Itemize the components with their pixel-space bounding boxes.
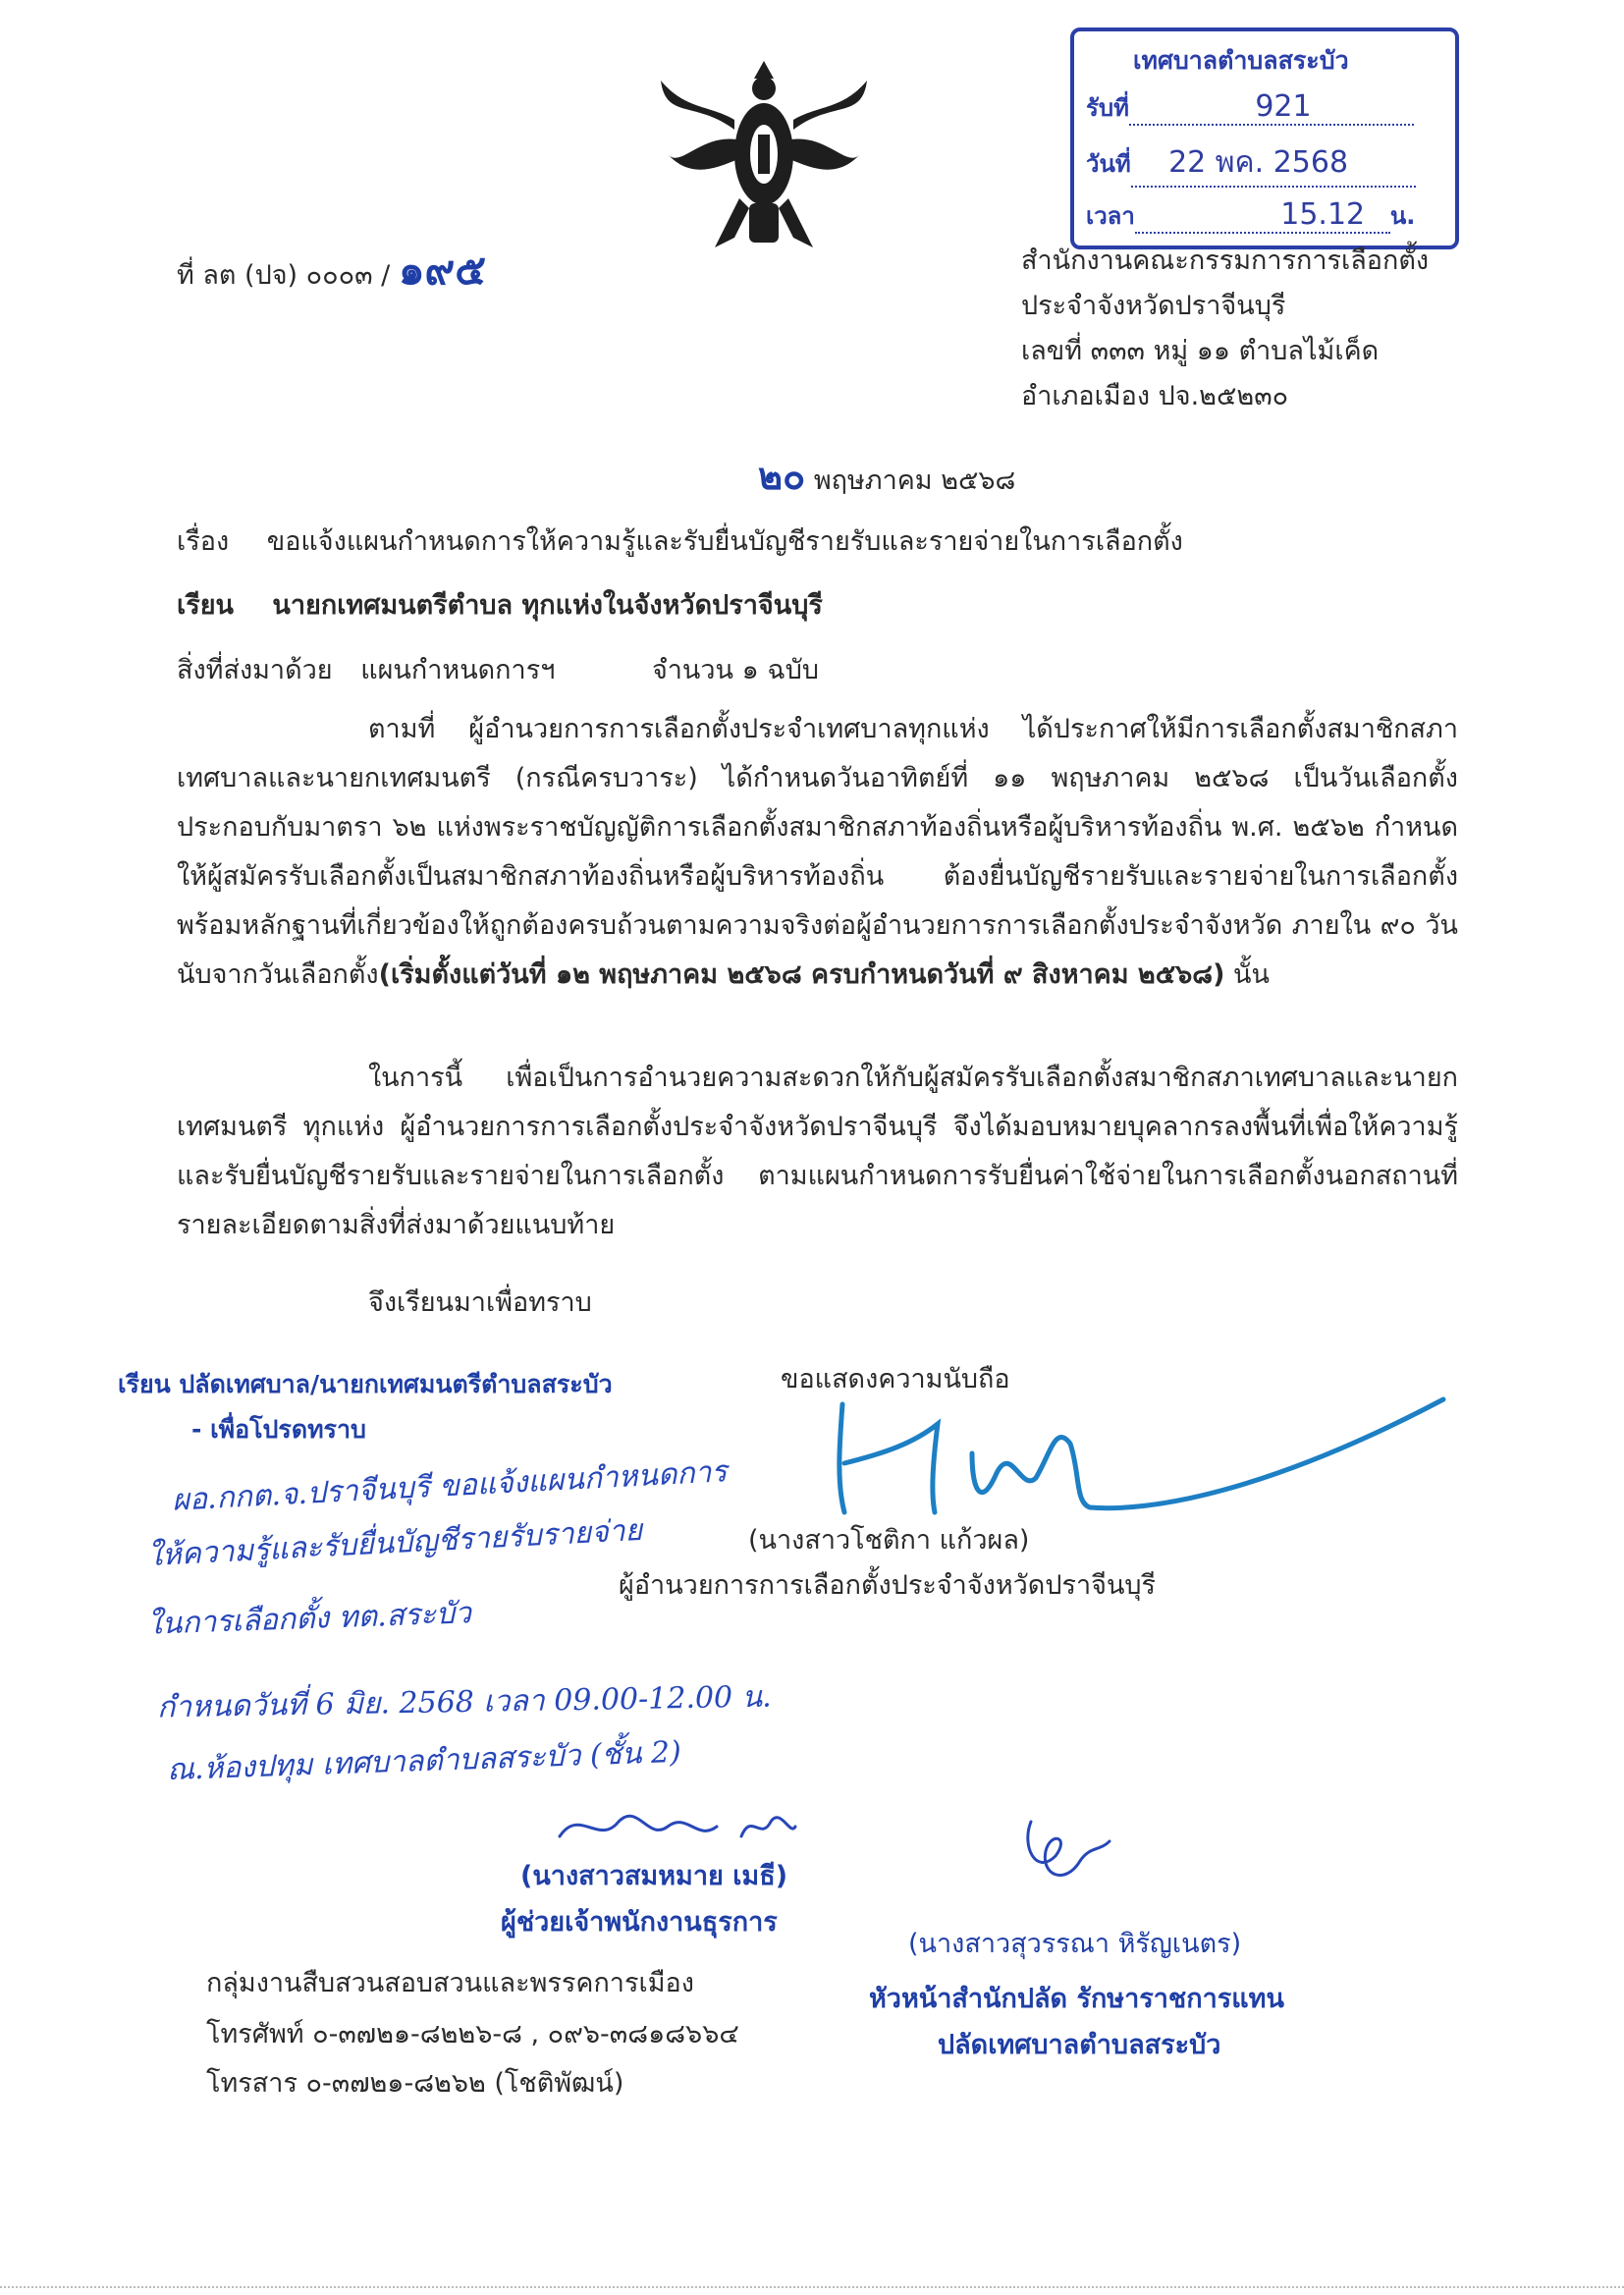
- director-name: (นางสาวโชติกา แก้วผล): [748, 1525, 1030, 1556]
- letter-date: [758, 455, 1016, 498]
- body-paragraph-1-text: ตามที่ ผู้อำนวยการการเลือกตั้งประจำเทศบาลทุกแห่ง ได้ประกาศให้มีการเลือกตั้งสมาชิกสภาเทศบาลและนายกเทศมนตรี (กรณีครบวาระ) ได้กำหนดวันอาทิตย์ที่ ๑๑ พฤษภาคม ๒๕๖๘ เป็นวันเลือกตั้ง ประกอบกับมาตรา ๖๒ แห่งพระราชบัญญัติการเลือกตั้งสมาชิกสภาท้องถิ่นหรือผู้บริหารท้องถิ่น พ.ศ. ๒๕๖๒ กำหนดให้ผู้สมัครรับเลือกตั้งเป็นสมาชิกสภาท้องถิ่นหรือผู้บริหารท้องถิ่น ต้องยื่นบัญชีรายรับและรายจ่ายในการเลือกตั้งพร้อมหลักฐานที่เกี่ยวข้องให้ถูกต้องครบถ้วนตามความจริงต่อผู้อำนวยการการเลือกตั้งประจำจังหวัด ภายใน ๙๐ วัน นับจากวันเลือกตั้ง: [177, 714, 1458, 990]
- office-line-3: เลขที่ ๓๓๓ หมู่ ๑๑ ตำบลไม้เค็ด: [1021, 336, 1380, 366]
- subject-label: เรื่อง: [177, 526, 230, 557]
- stamp-receive-label: รับที่: [1086, 94, 1129, 122]
- head-title-2: ปลัดเทศบาลตำบลสระบัว: [938, 2030, 1221, 2060]
- handwritten-note-4: กำหนดวันที่ 6 มิย. 2568 เวลา 09.00-12.00 น.: [156, 1679, 772, 1725]
- enclosure-line: [177, 654, 819, 687]
- annotation-line-1: เรียน ปลัดเทศบาล/นายกเทศมนตรีตำบลสระบัว: [118, 1370, 613, 1398]
- office-line-1: สำนักงานคณะกรรมการการเลือกตั้ง: [1021, 246, 1430, 276]
- body-paragraph-2: [177, 1054, 1458, 1250]
- date-day-handwritten: ๒๐: [758, 455, 806, 498]
- body-paragraph-2-text: ในการนี้ เพื่อเป็นการอำนวยความสะดวกให้กับผู้สมัครรับเลือกตั้งสมาชิกสภาเทศบาลและนายกเทศมนตรี ทุกแห่ง ผู้อำนวยการการเลือกตั้งประจำจังหวัดปราจีนบุรี จึงได้มอบหมายบุคลากรลงพื้นที่เพื่อให้ความรู้และรับยื่นบัญชีรายรับและรายจ่ายในการเลือกตั้ง ตามแผนกำหนดการรับยื่นค่าใช้จ่ายในการเลือกตั้งนอกสถานที่ รายละเอียดตามสิ่งที่ส่งมาด้วยแนบท้าย: [177, 1063, 1458, 1240]
- stamp-org: เทศบาลตำบลสระบัว: [1133, 46, 1349, 75]
- footer-department: กลุ่มงานสืบสวนสอบสวนและพรรคการเมือง: [206, 1968, 694, 1998]
- director-title: ผู้อำนวยการการเลือกตั้งประจำจังหวัดปราจีนบุรี: [619, 1570, 1157, 1601]
- stamp-receive-no: 921: [1255, 89, 1312, 124]
- head-title-1: หัวหน้าสำนักปลัด รักษาราชการแทน: [869, 1984, 1284, 2014]
- staff-signature-icon: [550, 1797, 805, 1856]
- recipient-line: [177, 589, 823, 623]
- head-signature-icon: [1011, 1807, 1119, 1895]
- body-paragraph-1-end: นั้น: [1224, 959, 1270, 990]
- enclosure-text: แผนกำหนดการฯ: [360, 655, 556, 685]
- stamp-time-row: [1086, 196, 1415, 235]
- closing-text: จึงเรียนมาเพื่อทราบ: [368, 1287, 592, 1318]
- footer-fax: โทรสาร ๐-๓๗๒๑-๘๒๖๒ (โชติพัฒน์): [206, 2068, 624, 2099]
- stamp-time-value: 15.12: [1280, 197, 1366, 232]
- enclosure-label: สิ่งที่ส่งมาด้วย: [177, 655, 333, 685]
- body-paragraph-1-bold: (เริ่มตั้งแต่วันที่ ๑๒ พฤษภาคม ๒๕๖๘ ครบกำหนดวันที่ ๙ สิงหาคม ๒๕๖๘): [378, 959, 1225, 990]
- reference-number: [177, 246, 487, 294]
- director-signature-icon: [825, 1385, 1453, 1532]
- date-month-year: พฤษภาคม ๒๕๖๘: [813, 465, 1016, 496]
- enclosure-count: จำนวน ๑ ฉบับ: [651, 655, 819, 685]
- stamp-time-unit: น.: [1389, 202, 1416, 230]
- handwritten-note-3: ในการเลือกตั้ง ทต.สระบัว: [146, 1596, 472, 1642]
- reference-prefix: ที่ ลต (ปจ) ๐๐๐๓ /: [177, 260, 391, 291]
- annotation-line-2: - เพื่อโปรดทราบ: [191, 1415, 366, 1444]
- handwritten-note-1: ผอ.กกต.จ.ปราจีนบุรี ขอแจ้งแผนกำหนดการ: [171, 1454, 729, 1518]
- body-paragraph-1: [177, 705, 1458, 1000]
- subject-line: [177, 525, 1183, 559]
- office-line-2: ประจำจังหวัดปราจีนบุรี: [1021, 291, 1286, 321]
- office-line-4: อำเภอเมือง ปจ.๒๕๒๓๐: [1021, 381, 1289, 411]
- regards-text: ขอแสดงความนับถือ: [781, 1364, 1010, 1394]
- receiving-stamp: [1070, 27, 1459, 249]
- stamp-date-value: 22 พค. 2568: [1168, 145, 1349, 180]
- stamp-receive-row: [1086, 88, 1414, 127]
- reference-handwritten-number: ๑๙๕: [398, 246, 487, 294]
- stamp-date-row: [1086, 139, 1416, 188]
- office-address: [1021, 239, 1429, 419]
- recipient-text: นายกเทศมนตรีตำบล ทุกแห่งในจังหวัดปราจีนบุรี: [272, 590, 823, 621]
- staff-name: (นางสาวสมหมาย เมธี): [520, 1861, 788, 1891]
- stamp-time-label: เวลา: [1086, 202, 1135, 230]
- handwritten-note-5: ณ.ห้องปทุม เทศบาลตำบลสระบัว (ชั้น 2): [166, 1734, 682, 1788]
- recipient-label: เรียน: [177, 590, 235, 621]
- subject-text: ขอแจ้งแผนกำหนดการให้ความรู้และรับยื่นบัญชีรายรับและรายจ่ายในการเลือกตั้ง: [266, 526, 1183, 557]
- stamp-date-label: วันที่: [1086, 150, 1131, 178]
- garuda-emblem-icon: [656, 61, 872, 267]
- handwritten-note-2: ให้ความรู้และรับยื่นบัญชีรายรับรายจ่าย: [146, 1512, 643, 1574]
- head-name: (นางสาวสุวรรณา หิรัญเนตร): [908, 1929, 1242, 1959]
- scan-edge-divider: [0, 2286, 1624, 2288]
- staff-title: ผู้ช่วยเจ้าพนักงานธุรการ: [501, 1907, 778, 1938]
- footer-phone: โทรศัพท์ ๐-๓๗๒๑-๘๒๒๖-๘ , ๐๙๖-๓๘๑๘๖๖๔: [206, 2019, 739, 2049]
